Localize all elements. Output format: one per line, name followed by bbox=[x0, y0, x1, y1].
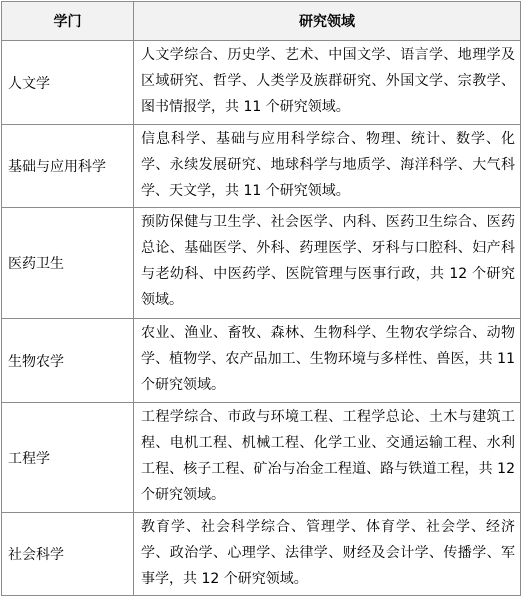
fields-cell: 预防保健与卫生学、社会医学、内科、医药卫生综合、医药总论、基础医学、外科、药理医学、牙科与口腔科、妇产科与老幼科、中医药学、医院管理与医事行政，共 12 个研究领域。 bbox=[134, 208, 521, 319]
header-fields: 研究领域 bbox=[134, 2, 521, 41]
discipline-cell: 基础与应用科学 bbox=[2, 125, 134, 208]
table-row bbox=[2, 125, 521, 208]
table-row bbox=[2, 513, 521, 596]
fields-cell: 工程学综合、市政与环境工程、工程学总论、土木与建筑工程、电机工程、机械工程、化学工业、交通运输工程、水利工程、核子工程、矿冶与冶金工程道、路与铁道工程，共 12 个研究领域。 bbox=[134, 403, 521, 513]
discipline-table bbox=[1, 1, 521, 596]
fields-cell: 人文学综合、历史学、艺术、中国文学、语言学、地理学及区域研究、哲学、人类学及族群研究、外国文学、宗教学、图书情报学，共 11 个研究领域。 bbox=[134, 41, 521, 125]
fields-cell: 农业、渔业、畜牧、森林、生物科学、生物农学综合、动物学、植物学、农产品加工、生物环境与多样性、兽医，共 11 个研究领域。 bbox=[134, 319, 521, 403]
discipline-cell: 医药卫生 bbox=[2, 208, 134, 319]
discipline-cell: 工程学 bbox=[2, 403, 134, 513]
table-row bbox=[2, 319, 521, 403]
fields-cell: 信息科学、基础与应用科学综合、物理、统计、数学、化学、永续发展研究、地球科学与地质学、海洋科学、大气科学、天文学，共 11 个研究领域。 bbox=[134, 125, 521, 208]
table-row bbox=[2, 41, 521, 125]
discipline-cell: 人文学 bbox=[2, 41, 134, 125]
header-row bbox=[2, 2, 521, 41]
table-row bbox=[2, 403, 521, 513]
header-discipline: 学门 bbox=[2, 2, 134, 41]
discipline-cell: 生物农学 bbox=[2, 319, 134, 403]
table-row bbox=[2, 208, 521, 319]
discipline-cell: 社会科学 bbox=[2, 513, 134, 596]
fields-cell: 教育学、社会科学综合、管理学、体育学、社会学、经济学、政治学、心理学、法律学、财经及会计学、传播学、军事学，共 12 个研究领域。 bbox=[134, 513, 521, 596]
